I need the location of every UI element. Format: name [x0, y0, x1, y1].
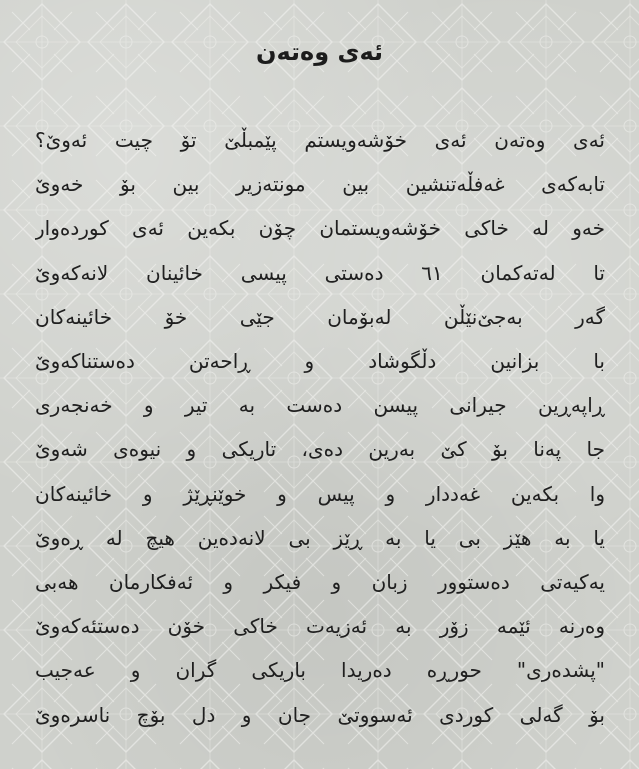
poem-line: خەو لە خاکی خۆشەویستمان چۆن بکەین ئەی کوردەوار: [35, 216, 605, 241]
poem-line: وا بکەین غەددار و پیس و خوێنڕێژ و خائینەکان: [35, 481, 605, 506]
poem-line: ڕاپەڕین جیرانی پیسن دەست بە تیر و خەنجەری: [35, 393, 605, 418]
poem-line: "پشدەری" حورڕە دەریدا باریکی گران و عەجیب: [35, 658, 605, 683]
poem-line: تابەکەی غەفڵەتنشین بین مونتەزیر بین بۆ خەوێ: [35, 172, 605, 197]
poem-line: ئەی وەتەن ئەی خۆشەویستم پێمبڵێ تۆ چیت ئەوێ؟: [35, 128, 605, 152]
poem-line: یا بە هێز بی یا بە ڕێز بی لانەدەین هیچ لە ڕەوێ: [35, 525, 605, 550]
poem-body: [35, 118, 605, 737]
poem-line: گەر بەجێ‌نێڵن لەبۆمان جێی خۆ خائینەکان: [35, 304, 605, 329]
poem-line: بۆ گەلی کوردی ئەسووتێ جان و دل بۆچ ناسرەوێ: [35, 702, 605, 727]
poem-title: ئەی وەتەن: [255, 38, 384, 66]
poem-line: یەکیەتی دەستوور زبان و فیکر و ئەفکارمان هەبی: [35, 570, 605, 595]
poem-line: جا پەنا بۆ کێ بەرین دەی، تاریکی و نیوەی شەوێ: [35, 437, 605, 462]
poem-line: تا لەتەکمان ٦١ دەستی پیسی خائینان لانەکەوێ: [35, 260, 605, 285]
poem-line: وەرنە ئێمە زۆر بە ئەزیەت خاکی خۆن دەستئەکەوێ: [35, 614, 605, 639]
poem-line: با بزانین دڵگوشاد و ڕاحەتن دەستناکەوێ: [35, 349, 605, 374]
